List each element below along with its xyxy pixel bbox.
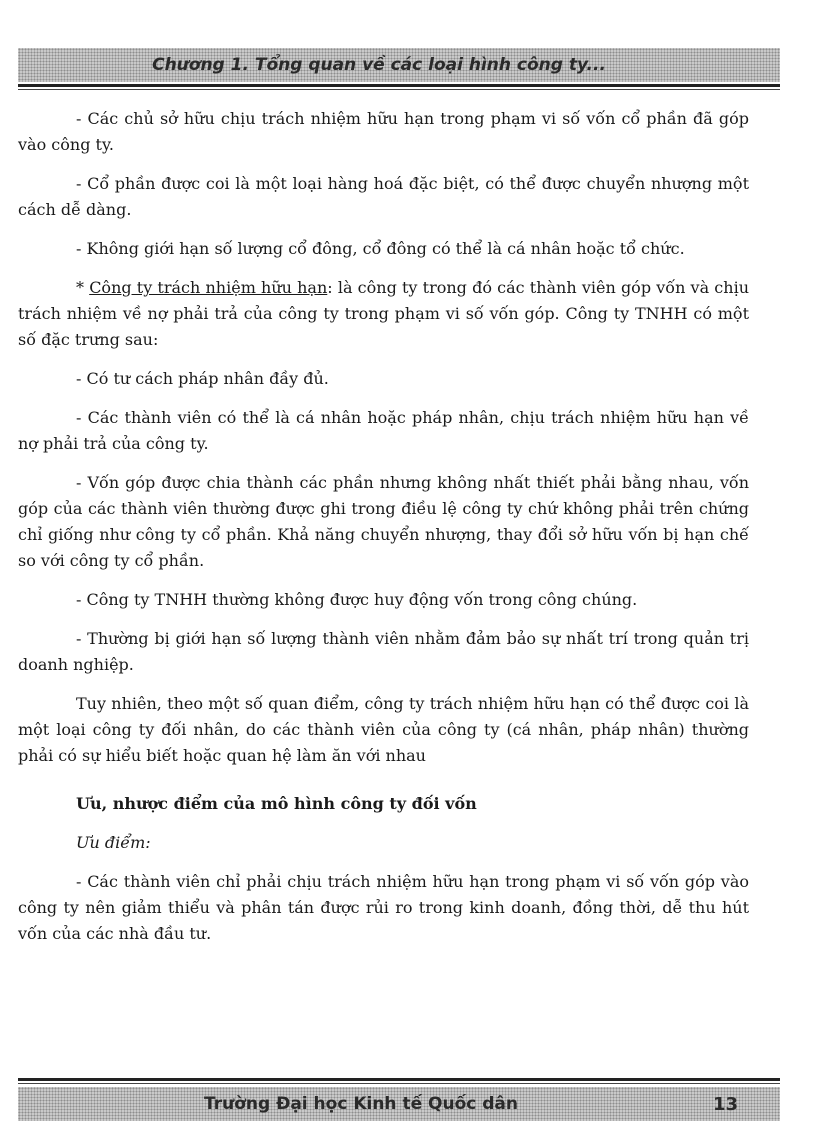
header-rule-thick [18,84,780,87]
header-rule-thin [18,89,780,90]
paragraph-9: - Thường bị giới hạn số lượng thành viên nhằm đảm bảo sự nhất trí trong quản trị doanh nghiệp. [18,629,749,674]
section-heading: Ưu, nhược điểm của mô hình công ty đối vốn [76,794,477,813]
paragraph-11: - Các thành viên chỉ phải chịu trách nhiệm hữu hạn trong phạm vi số vốn góp vào công ty nên giảm thiểu và phân tán được rủi ro trong kinh doanh, đồng thời, dễ thu hút vốn của các nhà đầu tư. [18,872,749,943]
bullet-marker: * [76,278,90,297]
page-footer [18,1087,780,1121]
university-name: Trường Đại học Kinh tế Quốc dân [204,1094,518,1114]
footer-rule-thin [18,1083,780,1084]
page-number: 13 [712,1094,738,1115]
defined-term: Công ty trách nhiệm hữu hạn [89,278,328,297]
paragraph-4 [18,275,749,353]
paragraph-6: - Các thành viên có thể là cá nhân hoặc pháp nhân, chịu trách nhiệm hữu hạn về nợ phải trả của công ty. [18,408,749,453]
paragraph-7: - Vốn góp được chia thành các phần nhưng không nhất thiết phải bằng nhau, vốn góp của các thành viên thường được ghi trong điều lệ công ty chứ không phải trên chứng chỉ giống như công ty cổ phần. Khả năng chuyển nhượng, thay đổi sở hữu vốn bị hạn chế so với công ty cổ phần. [18,473,749,570]
paragraph-2: - Cổ phần được coi là một loại hàng hoá đặc biệt, có thể được chuyển nhượng một cách dễ dàng. [18,174,749,219]
paragraph-5: - Có tư cách pháp nhân đầy đủ. [76,369,329,388]
section-subheading: Ưu điểm: [76,833,151,852]
page-body [18,106,749,960]
definition-text: : là công ty trong đó các thành viên góp vốn và chịu trách nhiệm về nợ phải trả của công ty trong phạm vi số vốn góp. Công ty TNHH có một số đặc trưng sau: [18,278,749,349]
page-header [18,48,780,82]
paragraph-10: Tuy nhiên, theo một số quan điểm, công ty trách nhiệm hữu hạn có thể được coi là một loại công ty đối nhân, do các thành viên của công ty (cá nhân, pháp nhân) thường phải có sự hiểu biết hoặc quan hệ làm ăn với nhau [18,694,749,765]
paragraph-3: - Không giới hạn số lượng cổ đông, cổ đông có thể là cá nhân hoặc tổ chức. [76,239,685,258]
chapter-title: Chương 1. Tổng quan về các loại hình công ty... [152,55,606,75]
paragraph-1: - Các chủ sở hữu chịu trách nhiệm hữu hạn trong phạm vi số vốn cổ phần đã góp vào công ty. [18,109,749,154]
footer-rule-thick [18,1078,780,1081]
paragraph-8: - Công ty TNHH thường không được huy động vốn trong công chúng. [76,590,638,609]
